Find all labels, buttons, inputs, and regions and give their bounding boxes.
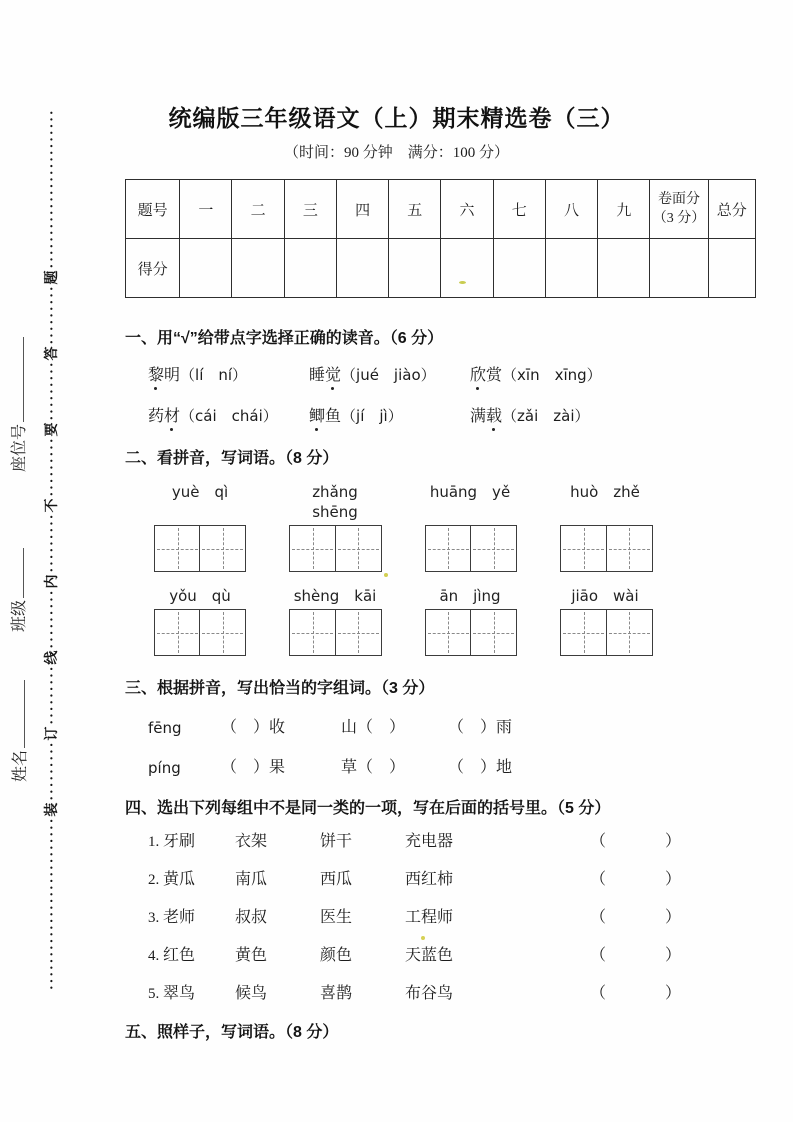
tianzige-grid xyxy=(289,525,381,572)
binding-seal-line: ··························装·········订·········线·········内·········不·········要·········答·········题························ xyxy=(45,108,60,990)
q4-word: 充电器 xyxy=(405,833,454,850)
total-score-header-cell: 总分 xyxy=(708,180,755,239)
tianzige-cell[interactable] xyxy=(560,609,607,656)
pinyin-options: （xīn xīng） xyxy=(502,366,602,384)
q4-word: 饼干 xyxy=(320,833,353,850)
q1-word-char: 材 xyxy=(164,406,180,428)
q2-grid-row xyxy=(125,525,756,572)
q2-pinyin-word: jiāo wài xyxy=(571,587,639,605)
score-row-label-cell: 得分 xyxy=(126,239,180,298)
tianzige-grid xyxy=(560,525,652,572)
score-entry-cell[interactable] xyxy=(389,239,441,298)
pinyin-options: （jí jì） xyxy=(341,407,403,425)
score-entry-cell[interactable] xyxy=(493,239,545,298)
q4-word: 衣架 xyxy=(235,833,268,850)
q2-pinyin-row xyxy=(125,586,756,606)
name-label: 姓名 xyxy=(12,749,29,782)
pinyin-options: （jué jiào） xyxy=(341,366,436,384)
q4-item-number: 4. xyxy=(148,948,160,964)
question-number-cell: 二 xyxy=(232,180,284,239)
tianzige-cell[interactable] xyxy=(470,609,517,656)
seat-number-field xyxy=(10,322,30,472)
q1-word-char: 明 xyxy=(164,367,181,384)
q4-word: 牙刷 xyxy=(163,833,196,850)
q4-answer-bracket[interactable]: （ ） xyxy=(589,909,690,926)
tianzige-cell[interactable] xyxy=(470,525,517,572)
q3-row xyxy=(125,758,756,778)
tianzige-cell[interactable] xyxy=(199,609,246,656)
q4-answer-bracket[interactable]: （ ） xyxy=(589,985,690,1002)
q4-answer-bracket[interactable]: （ ） xyxy=(589,833,690,850)
q2-pinyin-word: yuè qì xyxy=(171,483,229,501)
class-field xyxy=(10,537,30,632)
name-field xyxy=(11,647,31,782)
q4-row xyxy=(125,832,756,852)
q3-word-blank[interactable]: （ ）收 xyxy=(221,719,286,736)
tianzige-cell[interactable] xyxy=(425,525,472,572)
q1-body xyxy=(125,364,756,428)
q3-pinyin: fēng xyxy=(148,719,182,737)
q3-word-blank[interactable]: 山（ ） xyxy=(341,719,406,736)
q1-word-char: 觉 xyxy=(325,365,341,387)
score-entry-cell[interactable] xyxy=(708,239,755,298)
q4-word: 红色 xyxy=(163,947,196,964)
q1-word-char: 赏 xyxy=(486,367,503,384)
question-number-cell: 七 xyxy=(493,180,545,239)
tianzige-grid xyxy=(154,609,246,656)
q2-pinyin-word: yǒu qù xyxy=(169,587,231,605)
header xyxy=(0,0,793,162)
q4-body xyxy=(125,832,756,1004)
paper-score-line1: 卷面分 xyxy=(657,192,700,207)
name-blank[interactable] xyxy=(11,680,25,748)
q4-row xyxy=(125,984,756,1004)
q2-pinyin-word: ān jìng xyxy=(439,587,501,605)
tianzige-grid xyxy=(560,609,652,656)
score-entry-cell[interactable] xyxy=(441,239,493,298)
question-number-cell: 五 xyxy=(389,180,441,239)
q4-word: 西瓜 xyxy=(320,871,353,888)
q1-word-char: 鲫 xyxy=(309,406,325,428)
q3-word-blank[interactable]: （ ）果 xyxy=(221,759,286,776)
question-number-cell: 四 xyxy=(336,180,388,239)
score-entry-cell[interactable] xyxy=(336,239,388,298)
q1-word-char: 鱼 xyxy=(325,408,342,425)
q1-word-char: 欣 xyxy=(470,365,486,387)
tianzige-cell[interactable] xyxy=(154,609,201,656)
q3-word-blank[interactable]: （ ）地 xyxy=(448,759,513,776)
q1-item xyxy=(470,364,602,387)
page-title: 统编版三年级语文（上）期末精选卷（三） xyxy=(168,105,625,131)
tianzige-cell[interactable] xyxy=(560,525,607,572)
q2-pinyin-row xyxy=(125,482,756,522)
q4-word: 天蓝色 xyxy=(405,947,454,964)
q4-item-number: 5. xyxy=(148,986,160,1002)
score-entry-cell[interactable] xyxy=(650,239,708,298)
q4-row xyxy=(125,870,756,890)
q1-item xyxy=(148,364,309,387)
tianzige-cell[interactable] xyxy=(335,609,382,656)
q2-pinyin-word: zhǎng shēng xyxy=(312,483,373,521)
tianzige-cell[interactable] xyxy=(606,609,653,656)
question-number-cell: 九 xyxy=(598,180,650,239)
q1-row xyxy=(125,364,756,387)
score-entry-cell[interactable] xyxy=(180,239,232,298)
q4-row xyxy=(125,908,756,928)
tianzige-cell[interactable] xyxy=(425,609,472,656)
q5-title: 五、照样子，写词语。（8 分） xyxy=(125,1024,339,1041)
q2-pinyin-word: huāng yě xyxy=(429,483,511,501)
q4-answer-bracket[interactable]: （ ） xyxy=(589,871,690,888)
q4-word: 翠鸟 xyxy=(163,985,196,1002)
tianzige-cell[interactable] xyxy=(199,525,246,572)
tianzige-grid xyxy=(154,525,246,572)
q4-word: 南瓜 xyxy=(235,871,268,888)
score-entry-cell[interactable] xyxy=(598,239,650,298)
score-header-cell: 题号 xyxy=(126,180,180,239)
q4-word: 叔叔 xyxy=(235,909,268,926)
score-entry-cell[interactable] xyxy=(232,239,284,298)
tianzige-grid xyxy=(289,609,381,656)
question-number-cell: 八 xyxy=(545,180,597,239)
question-number-cell: 六 xyxy=(441,180,493,239)
q4-word: 候鸟 xyxy=(235,985,268,1002)
class-label: 班级 xyxy=(11,599,28,632)
paper-score-cell xyxy=(650,180,708,239)
score-entry-cell[interactable] xyxy=(545,239,597,298)
q4-word: 老师 xyxy=(163,909,196,926)
q1-item xyxy=(470,405,590,428)
q4-word: 布谷鸟 xyxy=(405,985,454,1002)
tianzige-cell[interactable] xyxy=(289,609,336,656)
scan-artifact xyxy=(459,281,466,284)
question-area xyxy=(125,320,756,1044)
pinyin-options: （lí ní） xyxy=(180,366,248,384)
q3-word-blank[interactable]: 草（ ） xyxy=(341,759,406,776)
tianzige-cell[interactable] xyxy=(154,525,201,572)
q3-row xyxy=(125,718,756,738)
q2-pinyin-word: huò zhě xyxy=(570,483,640,501)
pinyin-options: （cái chái） xyxy=(180,407,278,425)
q4-item-number: 1. xyxy=(148,834,160,850)
q2-grid-row xyxy=(125,609,756,656)
q2-title: 二、看拼音，写词语。（8 分） xyxy=(125,450,339,467)
q4-title: 四、选出下列每组中不是同一类的一项，写在后面的括号里。（5 分） xyxy=(125,800,611,817)
tianzige-cell[interactable] xyxy=(606,525,653,572)
tianzige-grid xyxy=(425,609,517,656)
score-table-score-row xyxy=(126,239,756,298)
seat-number-label: 座位号 xyxy=(11,423,28,472)
q4-item-number: 3. xyxy=(148,910,160,926)
q4-word: 黄色 xyxy=(235,947,268,964)
q3-body xyxy=(125,718,756,778)
q4-item-number: 2. xyxy=(148,872,160,888)
q1-word-char: 满 xyxy=(470,408,487,425)
paper-score-line2: （3 分） xyxy=(652,211,706,226)
q1-item xyxy=(148,405,309,428)
q1-title: 一、用“√”给带点字选择正确的读音。（6 分） xyxy=(125,330,444,347)
scan-artifact xyxy=(384,573,388,577)
q4-row xyxy=(125,946,756,966)
q1-row xyxy=(125,405,756,428)
q4-word: 西红柿 xyxy=(405,871,454,888)
seat-number-blank[interactable] xyxy=(10,337,24,422)
q1-word-char: 药 xyxy=(148,408,165,425)
q1-item xyxy=(309,405,470,428)
class-blank[interactable] xyxy=(10,548,24,598)
q4-word: 喜鹊 xyxy=(320,985,353,1002)
q3-title: 三、根据拼音，写出恰当的字组词。（3 分） xyxy=(125,680,435,697)
question-number-cell: 一 xyxy=(180,180,232,239)
q4-word: 工程师 xyxy=(405,909,454,926)
q1-word-char: 黎 xyxy=(148,365,164,387)
q3-word-blank[interactable]: （ ）雨 xyxy=(448,719,513,736)
q4-answer-bracket[interactable]: （ ） xyxy=(589,947,690,964)
q2-pinyin-word: shèng kāi xyxy=(293,587,377,605)
q1-word-char: 睡 xyxy=(309,367,326,384)
q1-word-char: 载 xyxy=(486,406,502,428)
scan-artifact xyxy=(421,936,425,940)
q3-pinyin: píng xyxy=(148,759,181,777)
q1-item xyxy=(309,364,470,387)
q2-body xyxy=(125,482,756,656)
score-entry-cell[interactable] xyxy=(284,239,336,298)
tianzige-cell[interactable] xyxy=(289,525,336,572)
exam-meta: （时间：90 分钟 满分：100 分） xyxy=(283,145,509,161)
q4-word: 颜色 xyxy=(320,947,353,964)
score-table-header-row xyxy=(126,180,756,239)
q4-word: 黄瓜 xyxy=(163,871,196,888)
score-table xyxy=(125,179,756,298)
pinyin-options: （zǎi zài） xyxy=(502,407,590,425)
tianzige-grid xyxy=(425,525,517,572)
q4-word: 医生 xyxy=(320,909,353,926)
tianzige-cell[interactable] xyxy=(335,525,382,572)
question-number-cell: 三 xyxy=(284,180,336,239)
